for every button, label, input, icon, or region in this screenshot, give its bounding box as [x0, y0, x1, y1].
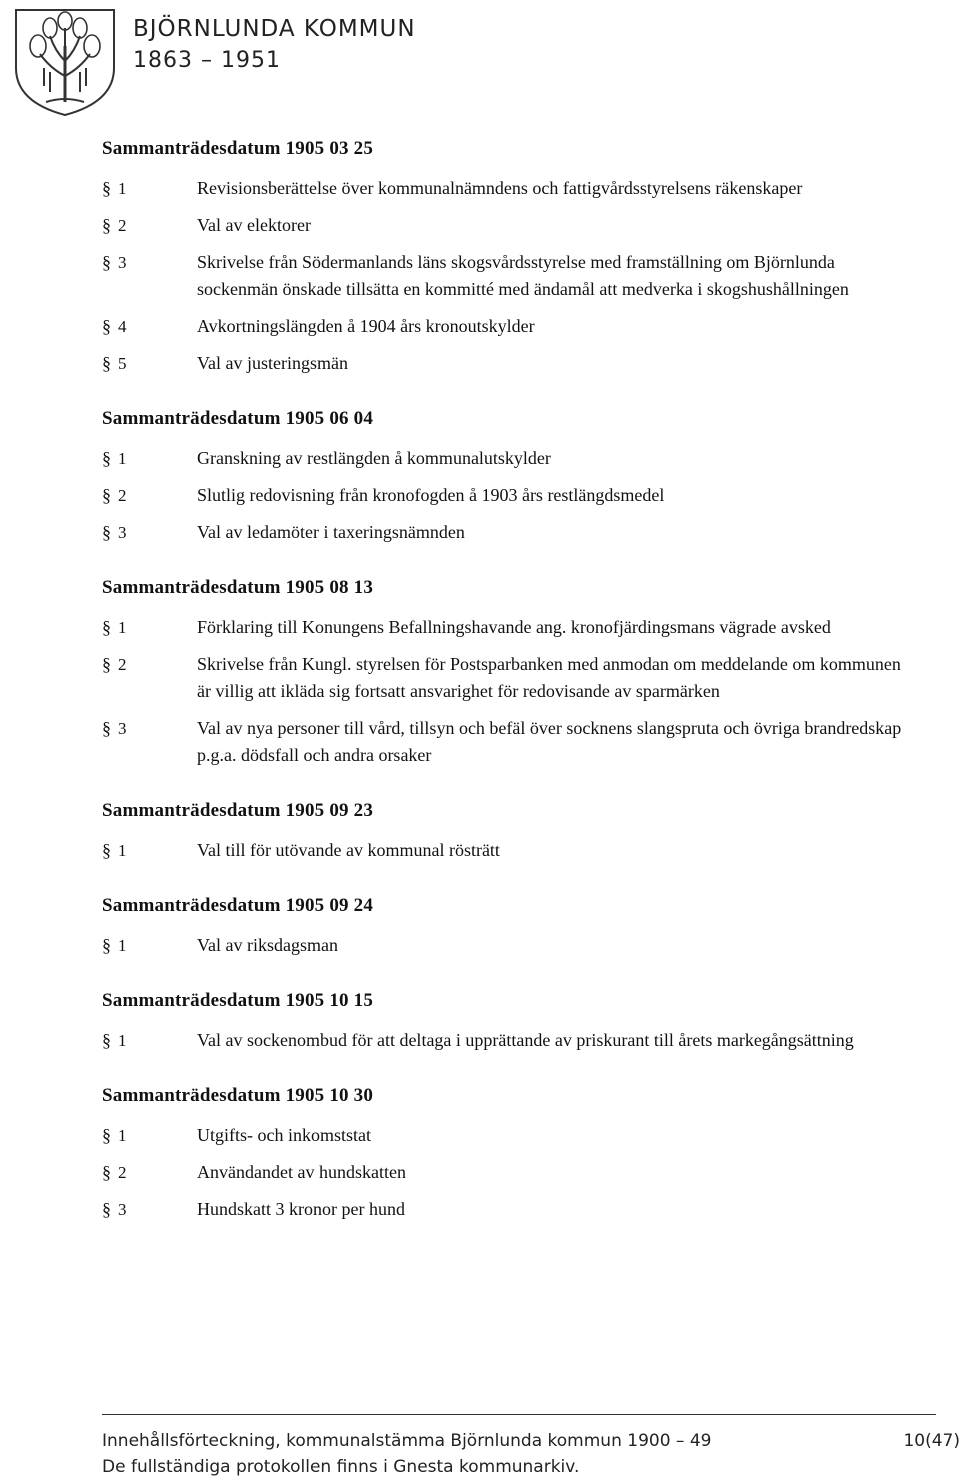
organization-name: BJÖRNLUNDA KOMMUN	[133, 16, 416, 42]
meeting-section	[102, 137, 922, 377]
page-number: 10(47)	[903, 1431, 960, 1451]
item-text: Val av riksdagsman	[197, 935, 338, 955]
section-symbol: §	[102, 178, 111, 198]
item-number: 2	[118, 1163, 127, 1182]
item-number: 2	[118, 486, 127, 505]
agenda-item	[102, 715, 922, 769]
meeting-section	[102, 1084, 922, 1223]
section-symbol: §	[102, 718, 111, 738]
meeting-date: Sammanträdesdatum 1905 10 30	[102, 1085, 374, 1106]
meeting-date: Sammanträdesdatum 1905 06 04	[102, 408, 374, 429]
item-text: Val av elektorer	[197, 215, 311, 235]
agenda-item	[102, 1027, 922, 1054]
item-number: 4	[118, 317, 127, 336]
section-symbol: §	[102, 840, 111, 860]
item-number: 3	[118, 523, 127, 542]
item-text: Utgifts- och inkomststat	[197, 1125, 371, 1145]
agenda-item	[102, 837, 922, 864]
item-text: Skrivelse från Kungl. styrelsen för Postsparbanken med anmodan om meddelande om kommunen är villig att ikläda sig fortsatt ansvarighet för redovisande av sparmärken	[197, 654, 901, 701]
item-number: 1	[118, 1126, 127, 1145]
item-text: Val av ledamöter i taxeringsnämnden	[197, 522, 465, 542]
item-number: 1	[118, 449, 127, 468]
page-footer	[102, 1428, 960, 1480]
item-number: 1	[118, 618, 127, 637]
section-symbol: §	[102, 1199, 111, 1219]
section-symbol: §	[102, 1162, 111, 1182]
agenda-item	[102, 651, 922, 705]
agenda-item	[102, 482, 922, 509]
agenda-item	[102, 519, 922, 546]
agenda-item	[102, 1122, 922, 1149]
agenda-item	[102, 249, 922, 303]
agenda-item	[102, 313, 922, 340]
item-number: 2	[118, 655, 127, 674]
item-text: Revisionsberättelse över kommunalnämndens och fattigvårdsstyrelsens räkenskaper	[197, 178, 803, 198]
section-symbol: §	[102, 1125, 111, 1145]
item-text: Skrivelse från Södermanlands läns skogsvårdsstyrelse med framställning om Björnlunda sockenmän önskade tillsätta en kommitté med ändamål att medverka i skogshushållningen	[197, 252, 849, 299]
section-symbol: §	[102, 215, 111, 235]
meeting-section	[102, 799, 922, 864]
item-text: Val till för utövande av kommunal rösträtt	[197, 840, 500, 860]
agenda-item	[102, 175, 922, 202]
footer-note: De fullständiga protokollen finns i Gnesta kommunarkiv.	[102, 1457, 580, 1477]
item-number: 1	[118, 179, 127, 198]
section-symbol: §	[102, 522, 111, 542]
item-text: Val av justeringsmän	[197, 353, 348, 373]
item-number: 2	[118, 216, 127, 235]
meeting-date: Sammanträdesdatum 1905 09 23	[102, 800, 374, 821]
section-symbol: §	[102, 1030, 111, 1050]
item-text: Avkortningslängden å 1904 års kronoutskylder	[197, 316, 535, 336]
item-text: Användandet av hundskatten	[197, 1162, 406, 1182]
item-number: 3	[118, 253, 127, 272]
item-number: 3	[118, 719, 127, 738]
meeting-section	[102, 894, 922, 959]
item-number: 1	[118, 841, 127, 860]
item-number: 1	[118, 1031, 127, 1050]
item-text: Val av nya personer till vård, tillsyn och befäl över socknens slangspruta och övriga brandredskap p.g.a. dödsfall och andra orsaker	[197, 718, 902, 765]
agenda-item	[102, 445, 922, 472]
section-symbol: §	[102, 654, 111, 674]
meeting-date: Sammanträdesdatum 1905 08 13	[102, 577, 374, 598]
agenda-item	[102, 932, 922, 959]
meeting-date: Sammanträdesdatum 1905 09 24	[102, 895, 374, 916]
section-symbol: §	[102, 316, 111, 336]
item-text: Slutlig redovisning från kronofogden å 1903 års restlängdsmedel	[197, 485, 665, 505]
organization-years: 1863 – 1951	[133, 48, 281, 73]
agenda-item	[102, 350, 922, 377]
meeting-section	[102, 576, 922, 769]
section-symbol: §	[102, 252, 111, 272]
agenda-item	[102, 1159, 922, 1186]
section-symbol: §	[102, 617, 111, 637]
footer-title: Innehållsförteckning, kommunalstämma Björnlunda kommun 1900 – 49	[102, 1431, 712, 1451]
agenda-item	[102, 212, 922, 239]
section-symbol: §	[102, 353, 111, 373]
meeting-section	[102, 989, 922, 1054]
page-header	[0, 0, 960, 130]
item-number: 1	[118, 936, 127, 955]
footer-divider	[102, 1414, 936, 1415]
meeting-date: Sammanträdesdatum 1905 10 15	[102, 990, 374, 1011]
agenda-item	[102, 614, 922, 641]
meeting-date: Sammanträdesdatum 1905 03 25	[102, 138, 374, 159]
item-number: 3	[118, 1200, 127, 1219]
tree-coat-of-arms-icon	[10, 6, 120, 118]
item-text: Granskning av restlängden å kommunalutskylder	[197, 448, 551, 468]
section-symbol: §	[102, 935, 111, 955]
agenda-item	[102, 1196, 922, 1223]
item-text: Val av sockenombud för att deltaga i upprättande av priskurant till årets markegångsättning	[197, 1030, 854, 1050]
section-symbol: §	[102, 485, 111, 505]
item-number: 5	[118, 354, 127, 373]
item-text: Förklaring till Konungens Befallningshavande ang. kronofjärdingsmans vägrade avsked	[197, 617, 831, 637]
meeting-index	[102, 132, 922, 1253]
item-text: Hundskatt 3 kronor per hund	[197, 1199, 405, 1219]
section-symbol: §	[102, 448, 111, 468]
meeting-section	[102, 407, 922, 546]
